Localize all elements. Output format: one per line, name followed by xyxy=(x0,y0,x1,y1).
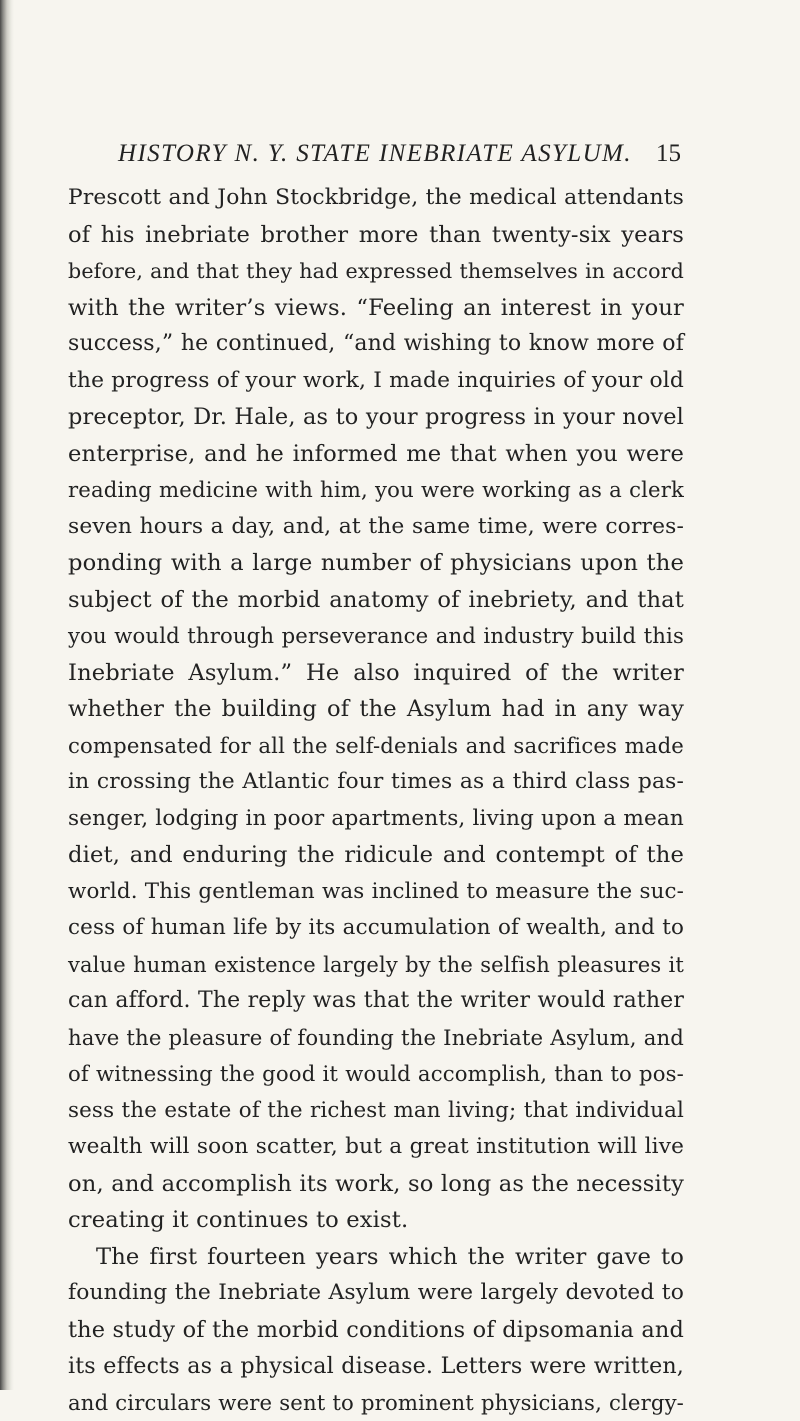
text-line: of his inebriate brother more than twenty-six years xyxy=(68,217,684,254)
text-line: subject of the morbid anatomy of inebriety, and that xyxy=(68,582,684,619)
text-line: value human existence largely by the selfish pleasures it xyxy=(68,947,684,984)
text-line: success,” he continued, “and wishing to know more of xyxy=(68,326,684,363)
text-line: have the pleasure of founding the Inebriate Asylum, and xyxy=(68,1020,684,1057)
text-line: compensated for all the self-denials and sacrifices made xyxy=(68,728,684,765)
text-line: whether the building of the Asylum had in any way xyxy=(68,691,684,728)
text-line: of witnessing the good it would accomplish, than to pos- xyxy=(68,1056,684,1093)
paragraph-end-line: creating it continues to exist. xyxy=(68,1202,684,1239)
text-line: with the writer’s views. “Feeling an interest in your xyxy=(68,290,684,327)
text-line: ponding with a large number of physicians upon the xyxy=(68,545,684,582)
text-line: the progress of your work, I made inquiries of your old xyxy=(68,363,684,400)
text-line: before, and that they had expressed themselves in accord xyxy=(68,253,684,290)
paragraph-start-line: The first fourteen years which the writer gave to xyxy=(68,1239,684,1276)
body-text xyxy=(68,180,684,1421)
text-line: senger, lodging in poor apartments, living upon a mean xyxy=(68,801,684,838)
text-line: Inebriate Asylum.” He also inquired of the writer xyxy=(68,655,684,692)
page-header xyxy=(118,134,681,174)
text-line: on, and accomplish its work, so long as the necessity xyxy=(68,1166,684,1203)
text-line: cess of human life by its accumulation of wealth, and to xyxy=(68,910,684,947)
text-line: founding the Inebriate Asylum were largely devoted to xyxy=(68,1275,684,1312)
text-line: sess the estate of the richest man living; that individual xyxy=(68,1093,684,1130)
text-line: Prescott and John Stockbridge, the medical attendants xyxy=(68,180,684,217)
text-line: in crossing the Atlantic four times as a third class pas- xyxy=(68,764,684,801)
page-number: 15 xyxy=(656,134,681,174)
text-line: seven hours a day, and, at the same time, were corres- xyxy=(68,509,684,546)
text-line: you would through perseverance and industry build this xyxy=(68,618,684,655)
running-title: HISTORY N. Y. STATE INEBRIATE ASYLUM. xyxy=(118,134,632,174)
text-line: diet, and enduring the ridicule and contempt of the xyxy=(68,837,684,874)
text-line: reading medicine with him, you were working as a clerk xyxy=(68,472,684,509)
text-line: and circulars were sent to prominent physicians, clergy- xyxy=(68,1385,684,1421)
text-line: can afford. The reply was that the writer would rather xyxy=(68,983,684,1020)
text-line: preceptor, Dr. Hale, as to your progress in your novel xyxy=(68,399,684,436)
text-line: enterprise, and he informed me that when you were xyxy=(68,436,684,473)
page-binding-edge xyxy=(0,0,14,1390)
text-line: the study of the morbid conditions of dipsomania and xyxy=(68,1312,684,1349)
text-line: wealth will soon scatter, but a great institution will live xyxy=(68,1129,684,1166)
text-line: its effects as a physical disease. Letters were written, xyxy=(68,1348,684,1385)
text-line: world. This gentleman was inclined to measure the suc- xyxy=(68,874,684,911)
